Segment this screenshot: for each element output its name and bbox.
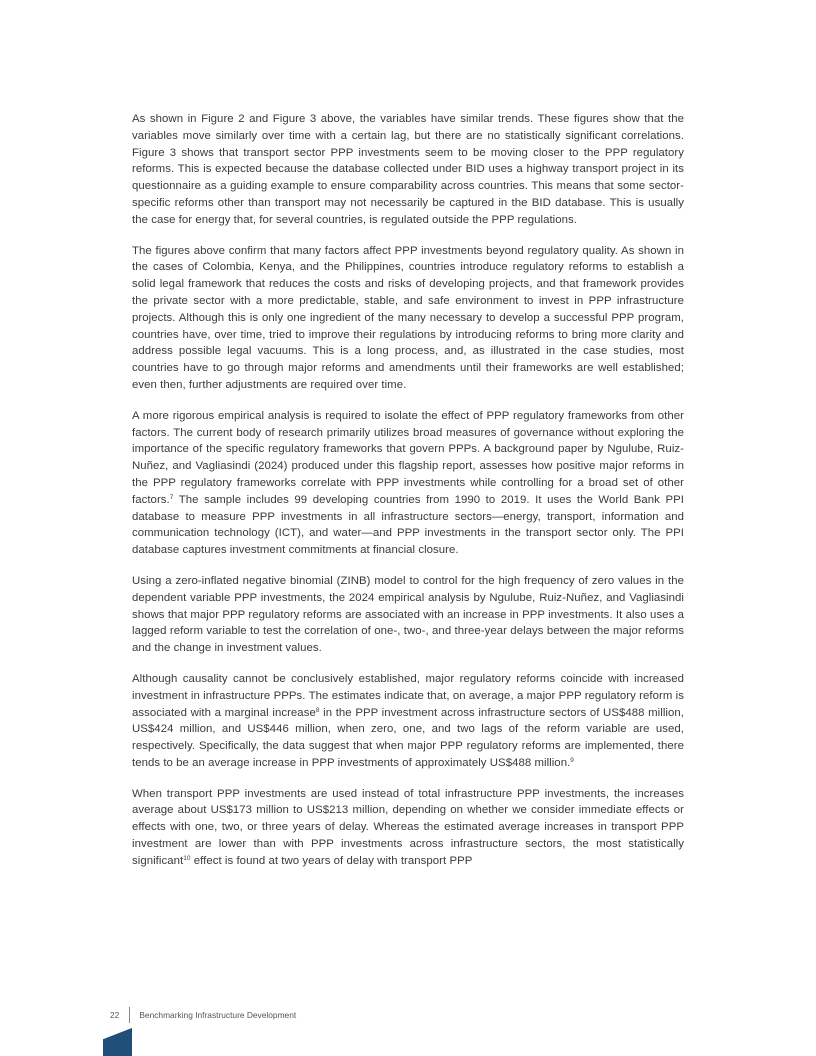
corner-accent-tab <box>103 1028 132 1056</box>
running-title: Benchmarking Infrastructure Development <box>139 1010 297 1020</box>
footer-divider <box>129 1007 130 1023</box>
paragraph-5-part-1: Although causality cannot be conclusively established, major regulatory reforms coincide with increased investment in infrastructure PPPs. The estimates indicate that, on average, a major PPP regulatory reform is associated with a marginal increase <box>132 672 684 719</box>
paragraph-2: The figures above confirm that many factors affect PPP investments beyond regulatory quality. As shown in the cases of Colombia, Kenya, and the Philippines, countries introduce regulatory reforms to establish a solid legal framework that reduces the costs and risks of developing projects, and that framework provides the private sector with a more predictable, stable, and safe environment to invest in PPP infrastructure projects. Although this is only one ingredient of the many necessary to develop a successful PPP program, countries have, over time, tried to improve their regulations by introducing reforms to bring more clarity and address possible legal vacuums. This is a long process, and, as illustrated in the case studies, most countries have to go through major reforms and amendments until their frameworks are well established; even then, further adjustments are required over time. <box>132 244 684 391</box>
footnote-ref-7[interactable]: 7 <box>169 493 174 501</box>
paragraph-3-part-2: The sample includes 99 developing countries from 1990 to 2019. It uses the World Bank PPI database to measure PPP investments in all infrastructure sectors—energy, transport, information and communication technology (ICT), and water—and PPP investments in the transport sector only. The PPI database captures investment commitments at financial closure. <box>132 493 684 557</box>
page-body <box>132 111 684 884</box>
footnote-ref-8[interactable]: 8 <box>315 706 320 714</box>
paragraph-4: Using a zero-inflated negative binomial (ZINB) model to control for the high frequency of zero values in the dependent variable PPP investments, the 2024 empirical analysis by Ngulube, Ruiz-Nuñez, and Vagliasindi shows that major PPP regulatory reforms are associated with an increase in PPP investments. It also uses a lagged reform variable to test the correlation of one-, two-, and three-year delays between the major reforms and the change in investment values. <box>132 574 684 655</box>
paragraph-6 <box>132 786 684 870</box>
footnote-ref-9[interactable]: 9 <box>570 756 574 764</box>
page-footer <box>110 1006 296 1024</box>
footnote-ref-10[interactable]: 10 <box>183 854 191 862</box>
paragraph-3 <box>132 408 684 559</box>
page-number: 22 <box>110 1010 120 1020</box>
paragraph-3-part-1: A more rigorous empirical analysis is required to isolate the effect of PPP regulatory frameworks from other factors. The current body of research primarily utilizes broad measures of governance without exploring the importance of the specific regulatory frameworks that govern PPPs. A background paper by Ngulube, Ruiz-Nuñez, and Vagliasindi (2024) produced under this flagship report, assesses how positive major reforms in the PPP regulatory frameworks correlate with PPP investments while controlling for a broad set of other factors. <box>132 409 684 506</box>
paragraph-1: As shown in Figure 2 and Figure 3 above, the variables have similar trends. These figures show that the variables move similarly over time with a certain lag, but there are no statistically significant correlations. Figure 3 shows that transport sector PPP investments seem to be moving closer to the PPP regulatory reforms. This is expected because the database collected under BID uses a highway transport project in its questionnaire as a guiding example to ensure comparability across countries. This means that some sector-specific reforms other than transport may not necessarily be captured in the BID database. This is usually the case for energy that, for several countries, is regulated outside the PPP regulations. <box>132 113 684 226</box>
paragraph-6-part-2: effect is found at two years of delay with transport PPP <box>190 854 473 867</box>
paragraph-5-part-2: in the PPP investment across infrastructure sectors of US$488 million, US$424 million, and US$446 million, when zero, one, and two lags of the reform variable are used, respectively. Specifically, the data suggest that when major PPP regulatory reforms are implemented, there tends to be an average increase in PPP investments of approximately US$488 million. <box>132 706 684 769</box>
paragraph-6-part-1: When transport PPP investments are used instead of total infrastructure PPP investments, the increases average about US$173 million to US$213 million, depending on whether we consider immediate effects or effects with one, two, or three years of delay. Whereas the estimated average increases in transport PPP investment are lower than with PPP investments across infrastructure sectors, the most statistically significant <box>132 787 684 867</box>
paragraph-5 <box>132 671 684 772</box>
